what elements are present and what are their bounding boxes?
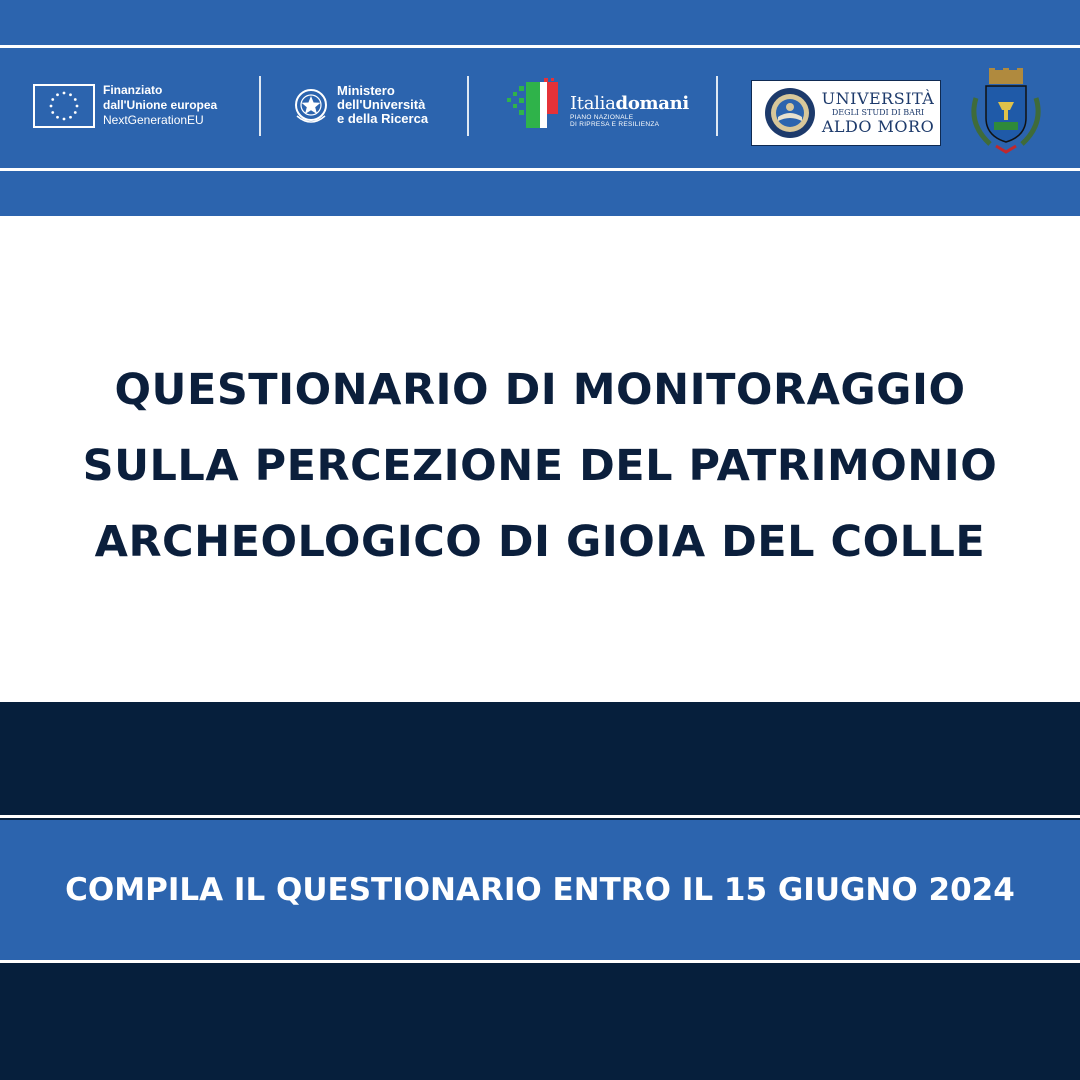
- ministry-line-3: e della Ricerca: [337, 111, 429, 126]
- cta-text: COMPILA IL QUESTIONARIO ENTRO IL 15 GIUGNO 2024: [65, 872, 1015, 908]
- header-bottom-rule: [0, 168, 1080, 171]
- logo-divider: [259, 76, 261, 136]
- eu-star: [51, 111, 54, 114]
- italian-republic-emblem-icon: [292, 86, 330, 126]
- italiadomani-title-bold: domani: [615, 93, 689, 114]
- eu-star: [50, 105, 53, 108]
- eu-star: [69, 116, 72, 119]
- university-seal-icon: [764, 87, 816, 139]
- cta-bottom-rule: [0, 960, 1080, 963]
- eu-star: [51, 98, 54, 101]
- header-top-rule: [0, 45, 1080, 48]
- logo-divider: [467, 76, 469, 136]
- title-line-2: SULLA PERCEZIONE DEL PATRIMONIO: [82, 441, 998, 491]
- eu-star: [76, 105, 79, 108]
- cta-top-rule: [0, 815, 1080, 818]
- university-line-1: UNIVERSITÀ: [821, 89, 935, 108]
- page-title: [0, 352, 1080, 580]
- italiadomani-title: [570, 93, 689, 114]
- ministry-line-2: dell'Università: [337, 97, 426, 112]
- eu-star: [74, 98, 77, 101]
- eu-funding-label: [103, 83, 217, 128]
- eu-star: [56, 93, 59, 96]
- eu-star: [69, 93, 72, 96]
- municipal-crest-icon: [962, 66, 1050, 156]
- eu-line-3: NextGenerationEU: [103, 113, 204, 127]
- italiadomani-subtitle: [570, 114, 659, 128]
- italiadomani-sub-line-1: PIANO NAZIONALE: [570, 114, 634, 121]
- university-line-2: DEGLI STUDI DI BARI: [831, 108, 925, 117]
- italiadomani-title-regular: Italia: [570, 93, 616, 114]
- eu-line-1: Finanziato: [103, 83, 163, 97]
- eu-star: [56, 116, 59, 119]
- logo-divider: [716, 76, 718, 136]
- eu-flag-icon: [33, 84, 95, 128]
- eu-star: [63, 92, 66, 95]
- university-line-3: ALDO MORO: [821, 117, 935, 136]
- title-line-1: QUESTIONARIO DI MONITORAGGIO: [114, 365, 966, 415]
- italiadomani-sub-line-2: DI RIPRESA E RESILIENZA: [570, 121, 660, 128]
- ministry-label: [337, 84, 428, 126]
- university-logo: [751, 80, 941, 146]
- title-line-3: ARCHEOLOGICO DI GIOIA DEL COLLE: [94, 517, 986, 567]
- italiadomani-logo-icon: [505, 78, 567, 132]
- eu-line-2: dall'Unione europea: [103, 98, 218, 112]
- eu-star: [63, 118, 66, 121]
- ministry-line-1: Ministero: [337, 83, 395, 98]
- eu-star: [74, 111, 77, 114]
